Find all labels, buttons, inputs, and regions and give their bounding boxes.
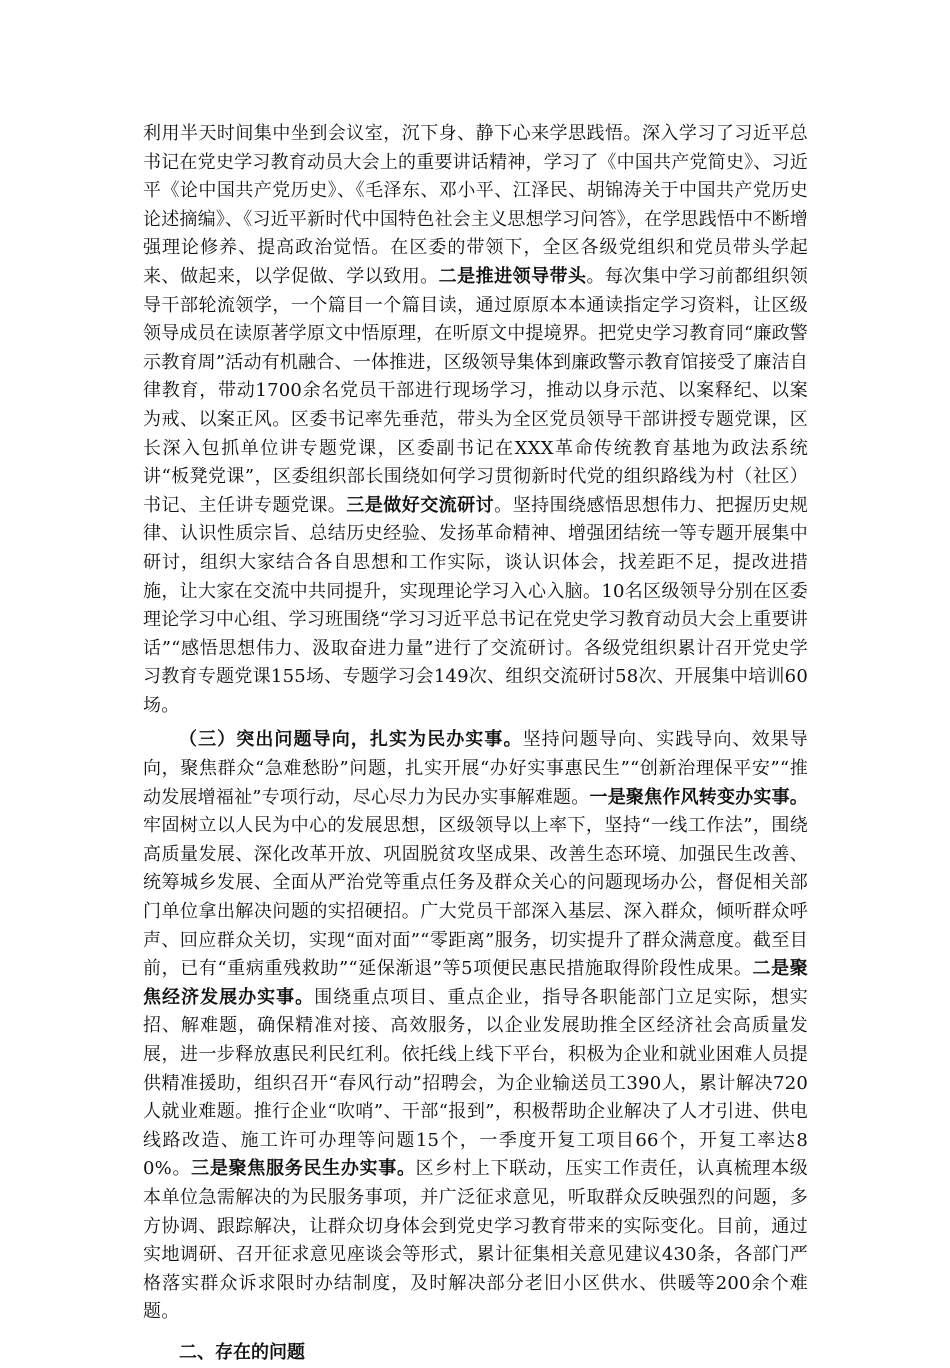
bold-run: （三）突出问题导向，扎实为民办实事。 [179, 729, 523, 751]
document-page [143, 120, 808, 1368]
bold-run: 二是聚焦经济发展办实事。 [143, 958, 808, 1008]
bold-run: 三是做好交流研讨 [346, 494, 495, 516]
text-run: 围绕重点项目、重点企业，指导各职能部门立足实际，想实招、解难题，确保精准对接、高效服务，以企业发展助推全区经济社会高质量发展，进一步释放惠民利民红利。依托线上线下平台，积极为企业和就业困难人员提供精准援助，组织召开“春风行动”招聘会，为企业输送员工390人，累计解决720人就业难题。推行企业“吹哨”、干部“报到”，积极帮助企业解决了人才引进、供电线路改造、施工许可办理等问题15个，一季度开复工项目66个，开复工率达80%。 [143, 986, 808, 1180]
bold-run: 三是聚焦服务民生办实事。 [191, 1158, 416, 1180]
text-run: 利用半天时间集中坐到会议室，沉下身、静下心来学思践悟。深入学习了习近平总书记在党史学习教育动员大会上的重要讲话精神，学习了《中国共产党简史》、习近平《论中国共产党历史》、《毛泽东、邓小平、江泽民、胡锦涛关于中国共产党历史论述摘编》、《习近平新时代中国特色社会主义思想学习问答》，在学思践悟中不断增强理论修养、提高政治觉悟。在区委的带领下，全区各级党组织和党员带头学起来、做起来，以学促做、学以致用。 [143, 123, 808, 287]
bold-run: 一是聚焦作风转变办实事。 [589, 786, 809, 808]
text-run: 。坚持围绕感悟思想伟力、把握历史规律、认识性质宗旨、总结历史经验、发扬革命精神、增强团结统一等专题开展集中研讨，组织大家结合各自思想和工作实际，谈认识体会，找差距不足，提改进措施，让大家在交流中共同提升，实现理论学习入心入脑。10名区级领导分别在区委理论学习中心组、学习班围绕“学习习近平总书记在党史学习教育动员大会上重要讲话”“感悟思想伟力、汲取奋进力量”进行了交流研讨。各级党组织累计召开党史学习教育专题党课155场、专题学习会149次、组织交流研讨58次、开展集中培训60场。 [143, 494, 808, 716]
text-run: 坚持问题导向、实践导向、效果导向，聚焦群众“急难愁盼”问题，扎实开展“办好实事惠民生”“创新治理保平安”“推动发展增福祉”专项行动，尽心尽力为民办实事解难题。 [143, 729, 808, 808]
text-run: 牢固树立以人民为中心的发展思想，区级领导以上率下，坚持“一线工作法”，围绕高质量发展、深化改革开放、巩固脱贫攻坚成果、改善生态环境、加强民生改善、统筹城乡发展、全面从严治党等重点任务及群众关心的问题现场办公，督促相关部门单位拿出解决问题的实招硬招。广大党员干部深入基层、深入群众，倾听群众呼声、回应群众关切，实现“面对面”“零距离”服务，切实提升了群众满意度。截至目前，已有“重病重残救助”“延保渐退”等5项便民惠民措施取得阶段性成果。 [143, 815, 808, 980]
section-heading: 二、存在的问题 [179, 1341, 305, 1363]
paragraph-1 [143, 120, 808, 720]
paragraph-2 [143, 726, 808, 1326]
text-run: 区乡村上下联动，压实工作责任，认真梳理本级本单位急需解决的为民服务事项，并广泛征求意见，听取群众反映强烈的问题，多方协调、跟踪解决，让群众切身体会到党史学习教育带来的实际变化。目前，通过实地调研、召开征求意见座谈会等形式，累计征集相关意见建议430条，各部门严格落实群众诉求限时办结制度，及时解决部分老旧小区供水、供暖等200余个难题。 [143, 1158, 808, 1323]
text-run: 。每次集中学习前都组织领导干部轮流领学，一个篇目一个篇目读，通过原原本本通读指定学习资料，让区级领导成员在读原著学原文中悟原理，在听原文中提境界。把党史学习教育同“廉政警示教育周”活动有机融合、一体推进，区级领导集体到廉政警示教育馆接受了廉洁自律教育，带动1700余名党员干部进行现场学习，推动以身示范、以案释纪、以案为戒、以案正风。区委书记率先垂范，带头为全区党员领导干部讲授专题党课，区长深入包抓单位讲专题党课，区委副书记在XXX革命传统教育基地为政法系统讲“板凳党课”，区委组织部长围绕如何学习贯彻新时代党的组织路线为村（社区）书记、主任讲专题党课。 [143, 265, 808, 516]
bold-run: 二是推进领导带头 [438, 265, 587, 287]
